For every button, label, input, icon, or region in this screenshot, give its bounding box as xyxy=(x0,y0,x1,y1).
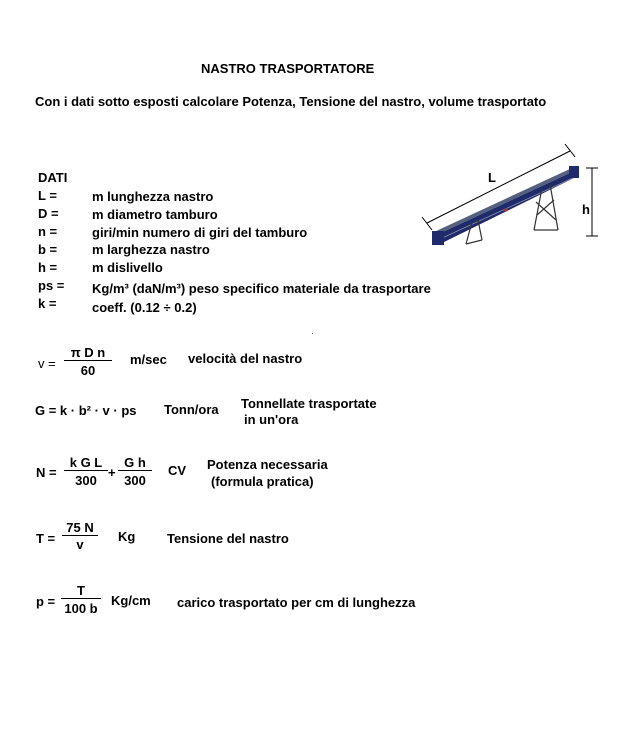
conveyor-diagram xyxy=(420,140,610,250)
formula-description: Potenza necessaria xyxy=(207,457,328,472)
dati-symbol: k = xyxy=(38,296,57,311)
formula-description: Tensione del nastro xyxy=(167,531,289,546)
fraction-numerator: π D n xyxy=(70,345,106,360)
formula-description: velocità del nastro xyxy=(188,351,303,366)
fraction-numerator: k G L xyxy=(69,455,103,470)
dati-symbol: ps = xyxy=(38,278,65,293)
page-title: NASTRO TRASPORTATORE xyxy=(201,61,375,76)
formula-expression: G = k · b² · v · ps xyxy=(35,403,137,418)
formula-unit: CV xyxy=(168,463,187,478)
dati-symbol: b = xyxy=(38,242,58,257)
fraction-bar xyxy=(64,470,108,471)
formula-lhs: p = xyxy=(36,594,56,609)
formula-lhs: v = xyxy=(38,356,56,371)
fraction-numerator: T xyxy=(77,583,85,598)
fraction-bar xyxy=(61,598,101,599)
stray-dot xyxy=(312,333,313,334)
fraction-numerator: 75 N xyxy=(66,520,94,535)
dati-description: giri/min numero di giri del tamburo xyxy=(92,225,308,240)
dati-description: m larghezza nastro xyxy=(92,242,210,257)
fraction xyxy=(64,455,108,488)
formula-unit: Tonn/ora xyxy=(164,402,219,417)
fraction xyxy=(62,520,98,552)
fraction-bar xyxy=(64,360,112,361)
fraction-denominator: 300 xyxy=(75,473,97,488)
dati-symbol: h = xyxy=(38,260,58,275)
dati-description: m lunghezza nastro xyxy=(92,189,214,204)
dati-symbol: D = xyxy=(38,206,59,221)
formula-lhs: N = xyxy=(36,465,57,480)
fraction-bar xyxy=(62,535,98,536)
fraction-denominator: 300 xyxy=(124,473,146,488)
dati-description: m diametro tamburo xyxy=(92,207,218,222)
formula-description: carico trasportato per cm di lunghezza xyxy=(177,595,416,610)
page-subtitle: Con i dati sotto esposti calcolare Potenza, Tensione del nastro, volume trasportato xyxy=(35,94,547,109)
dati-description: m dislivello xyxy=(92,260,163,275)
fraction xyxy=(118,455,152,488)
plus-sign: + xyxy=(108,465,116,480)
formula-description-line2: (formula pratica) xyxy=(211,474,314,489)
fraction-denominator: 60 xyxy=(80,363,96,378)
dati-description: Kg/m³ (daN/m³) peso specifico materiale da trasportare xyxy=(92,281,431,296)
fraction-denominator: v xyxy=(76,537,84,552)
formula-unit: Kg/cm xyxy=(111,593,151,608)
formula-unit: m/sec xyxy=(130,352,167,367)
dati-description: coeff. (0.12 ÷ 0.2) xyxy=(92,300,197,315)
fraction-denominator: 100 b xyxy=(64,601,98,616)
dati-symbol: L = xyxy=(38,188,57,203)
dati-symbol: n = xyxy=(38,224,58,239)
formula-lhs: T = xyxy=(36,531,56,546)
length-label: L xyxy=(488,170,496,185)
formula-description-line2: in un'ora xyxy=(244,412,299,427)
fraction xyxy=(61,583,101,616)
formula-unit: Kg xyxy=(118,529,136,544)
conveyor-belt xyxy=(432,166,579,245)
fraction xyxy=(64,345,112,378)
fraction-numerator: G h xyxy=(124,455,146,470)
formula-description: Tonnellate trasportate xyxy=(241,396,377,411)
height-label: h xyxy=(582,202,590,217)
fraction-bar xyxy=(118,470,152,471)
dati-heading: DATI xyxy=(38,170,68,185)
